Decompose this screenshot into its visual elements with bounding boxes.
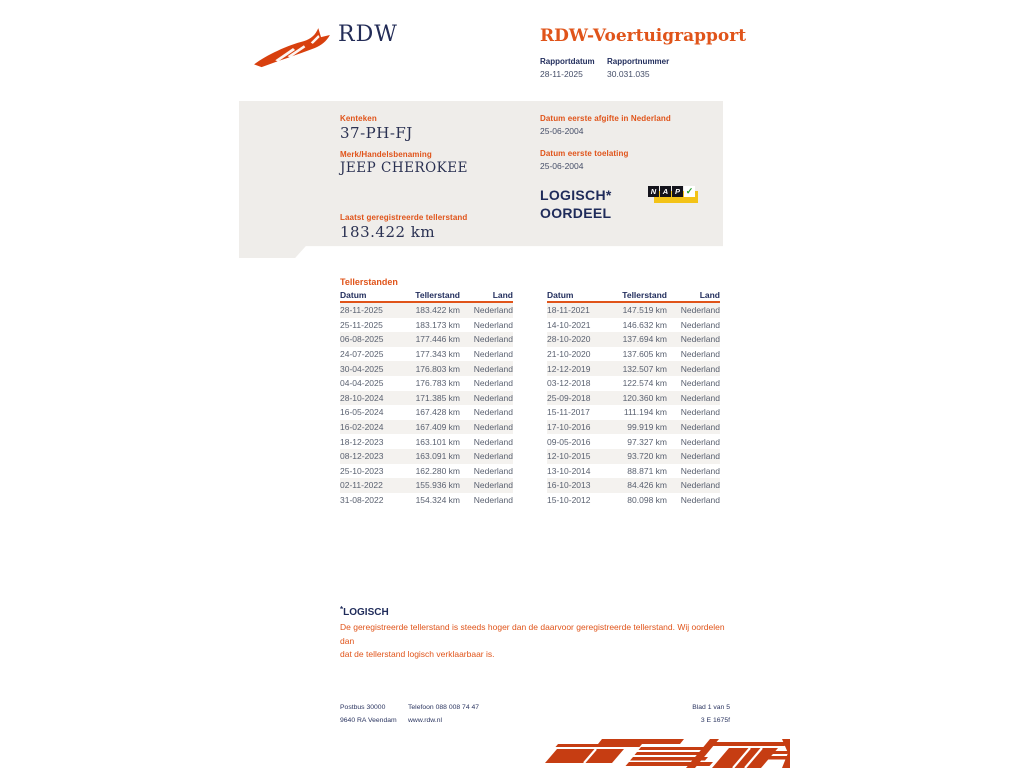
cell-datum: 18-11-2021 — [547, 305, 590, 316]
nap-certification-icon — [648, 185, 700, 208]
oordeel-text — [540, 186, 612, 222]
table-row — [547, 376, 720, 391]
col-header-datum: Datum — [547, 290, 574, 300]
table-row — [547, 434, 720, 449]
footer-page-info — [620, 701, 730, 727]
cell-tellerstand: 176.783 km — [415, 378, 460, 389]
table-row — [340, 391, 513, 406]
cell-tellerstand: 155.936 km — [415, 480, 460, 491]
cell-land: Nederland — [473, 319, 513, 330]
cell-land: Nederland — [680, 392, 720, 403]
cell-land: Nederland — [680, 378, 720, 389]
cell-land: Nederland — [680, 305, 720, 316]
table-row — [547, 405, 720, 420]
kenteken-label: Kenteken — [340, 114, 377, 123]
cell-land: Nederland — [473, 422, 513, 433]
merk-value: JEEP CHEROKEE — [340, 160, 468, 176]
table-row — [547, 420, 720, 435]
tellerstanden-table-right — [547, 290, 720, 507]
cell-land: Nederland — [473, 305, 513, 316]
cell-tellerstand: 93.720 km — [627, 451, 667, 462]
table-row — [547, 493, 720, 508]
cell-tellerstand: 154.324 km — [415, 495, 460, 506]
footnote-title — [340, 605, 389, 618]
report-date-block — [540, 57, 595, 79]
table-row — [340, 434, 513, 449]
table-row — [547, 361, 720, 376]
cell-datum: 02-11-2022 — [340, 480, 383, 491]
cell-tellerstand: 146.632 km — [622, 319, 667, 330]
table-row — [547, 391, 720, 406]
table-row — [340, 376, 513, 391]
cell-datum: 30-04-2025 — [340, 363, 384, 374]
nap-letter-p: P — [672, 186, 683, 197]
cell-tellerstand: 137.694 km — [622, 334, 667, 345]
footnote-line-2: dat de tellerstand logisch verklaarbaar is. — [340, 649, 495, 659]
table-row — [340, 420, 513, 435]
cell-tellerstand: 80.098 km — [627, 495, 667, 506]
cell-tellerstand: 167.428 km — [415, 407, 460, 418]
cell-tellerstand: 97.327 km — [627, 436, 667, 447]
table-row — [340, 303, 513, 318]
cell-land: Nederland — [680, 436, 720, 447]
table-row — [547, 303, 720, 318]
col-header-datum: Datum — [340, 290, 367, 300]
cell-datum: 16-10-2013 — [547, 480, 591, 491]
eerste-afgifte-label: Datum eerste afgifte in Nederland — [540, 114, 671, 123]
cell-land: Nederland — [473, 436, 513, 447]
cell-land: Nederland — [473, 465, 513, 476]
table-row — [547, 478, 720, 493]
cell-land: Nederland — [680, 407, 720, 418]
table-row — [547, 464, 720, 479]
cell-land: Nederland — [473, 451, 513, 462]
cell-datum: 21-10-2020 — [547, 349, 591, 360]
tellerstanden-title: Tellerstanden — [340, 277, 398, 287]
document-title: RDW-Voertuigrapport — [540, 26, 747, 46]
cell-land: Nederland — [473, 495, 513, 506]
cell-tellerstand: 147.519 km — [622, 305, 667, 316]
nap-letter-n: N — [648, 186, 659, 197]
cell-land: Nederland — [680, 465, 720, 476]
cell-datum: 17-10-2016 — [547, 422, 591, 433]
cell-tellerstand: 177.343 km — [415, 349, 460, 360]
col-header-tellerstand: Tellerstand — [415, 290, 460, 300]
cell-datum: 15-10-2012 — [547, 495, 591, 506]
table-row — [547, 318, 720, 333]
cell-datum: 12-10-2015 — [547, 451, 591, 462]
cell-tellerstand: 176.803 km — [415, 363, 460, 374]
cell-tellerstand: 183.173 km — [415, 319, 460, 330]
report-number-block — [607, 57, 669, 79]
cell-datum: 28-10-2024 — [340, 392, 384, 403]
cell-datum: 04-04-2025 — [340, 378, 384, 389]
cell-datum: 28-10-2020 — [547, 334, 591, 345]
cell-land: Nederland — [680, 334, 720, 345]
cell-datum: 09-05-2016 — [547, 436, 591, 447]
cell-tellerstand: 111.194 km — [623, 407, 667, 418]
table-row — [340, 332, 513, 347]
tellerstand-label: Laatst geregistreerde tellerstand — [340, 213, 468, 222]
oordeel-line2: OORDEEL — [540, 205, 612, 221]
cell-datum: 28-11-2025 — [340, 305, 383, 316]
cell-tellerstand: 88.871 km — [627, 465, 667, 476]
kenteken-value: 37-PH-FJ — [340, 124, 413, 142]
merk-label: Merk/Handelsbenaming — [340, 150, 432, 159]
cell-tellerstand: 137.605 km — [622, 349, 667, 360]
table-row — [547, 332, 720, 347]
table-row — [340, 493, 513, 508]
cell-land: Nederland — [680, 451, 720, 462]
rdw-wing-stripes-graphic — [538, 739, 790, 768]
rdw-eagle-logo-icon — [252, 26, 334, 70]
cell-datum: 16-02-2024 — [340, 422, 384, 433]
table-row — [340, 478, 513, 493]
nap-letter-a: A — [660, 186, 671, 197]
tellerstanden-table-left — [340, 290, 513, 507]
cell-datum: 24-07-2025 — [340, 349, 384, 360]
footer-page-indicator: Blad 1 van 5 — [692, 704, 730, 711]
cell-datum: 13-10-2014 — [547, 465, 591, 476]
footer-website: www.rdw.nl — [408, 717, 442, 724]
cell-tellerstand: 163.091 km — [415, 451, 460, 462]
cell-datum: 12-12-2019 — [547, 363, 591, 374]
cell-datum: 14-10-2021 — [547, 319, 591, 330]
col-header-tellerstand: Tellerstand — [622, 290, 667, 300]
cell-tellerstand: 183.422 km — [415, 305, 460, 316]
cell-datum: 16-05-2024 — [340, 407, 384, 418]
cell-land: Nederland — [680, 363, 720, 374]
cell-land: Nederland — [680, 495, 720, 506]
cell-land: Nederland — [680, 319, 720, 330]
cell-tellerstand: 167.409 km — [415, 422, 460, 433]
eerste-toelating-value: 25-06-2004 — [540, 161, 584, 171]
table-row — [340, 464, 513, 479]
col-header-land: Land — [492, 290, 513, 300]
cell-datum: 25-10-2023 — [340, 465, 384, 476]
eerste-afgifte-value: 25-06-2004 — [540, 126, 584, 136]
footnote-line-1: De geregistreerde tellerstand is steeds hoger dan de daarvoor geregistreerde tellerstand. Wij oordelen dan — [340, 622, 725, 646]
table-row — [340, 318, 513, 333]
table-row — [340, 405, 513, 420]
footer-postbus: Postbus 30000 — [340, 704, 386, 711]
report-number-value: 30.031.035 — [607, 69, 650, 79]
footer-city: 9640 RA Veendam — [340, 717, 397, 724]
footnote-body — [340, 621, 740, 662]
table-header-row — [340, 290, 513, 303]
table-row — [340, 449, 513, 464]
col-header-land: Land — [699, 290, 720, 300]
cell-datum: 06-08-2025 — [340, 334, 384, 345]
cell-land: Nederland — [473, 349, 513, 360]
footnote-asterisk: * — [340, 605, 344, 614]
cell-tellerstand: 122.574 km — [622, 378, 667, 389]
report-number-label: Rapportnummer — [607, 57, 670, 66]
cell-land: Nederland — [680, 480, 720, 491]
cell-datum: 18-12-2023 — [340, 436, 384, 447]
cell-tellerstand: 162.280 km — [415, 465, 460, 476]
cell-datum: 08-12-2023 — [340, 451, 384, 462]
oordeel-line1: LOGISCH* — [540, 187, 612, 203]
footer-form-number: 3 E 1675f — [700, 717, 730, 724]
footer-contact — [408, 701, 479, 727]
cell-land: Nederland — [473, 378, 513, 389]
cell-datum: 15-11-2017 — [547, 407, 590, 418]
cell-land: Nederland — [473, 407, 513, 418]
nap-check-icon: ✓ — [685, 186, 694, 196]
cell-datum: 03-12-2018 — [547, 378, 591, 389]
cell-tellerstand: 84.426 km — [627, 480, 667, 491]
cell-tellerstand: 177.446 km — [415, 334, 460, 345]
table-row — [547, 449, 720, 464]
table-row — [547, 347, 720, 362]
cell-tellerstand: 99.919 km — [627, 422, 667, 433]
report-date-value: 28-11-2025 — [540, 69, 583, 79]
cell-datum: 25-11-2025 — [340, 319, 383, 330]
cell-land: Nederland — [473, 392, 513, 403]
footnote-title-text: LOGISCH — [343, 607, 389, 618]
cell-tellerstand: 171.385 km — [415, 392, 460, 403]
vehicle-summary-box — [239, 101, 723, 258]
cell-tellerstand: 132.507 km — [622, 363, 667, 374]
cell-land: Nederland — [473, 363, 513, 374]
cell-land: Nederland — [473, 480, 513, 491]
footer-phone: Telefoon 088 008 74 47 — [408, 704, 480, 711]
cell-tellerstand: 120.360 km — [622, 392, 667, 403]
cell-datum: 31-08-2022 — [340, 495, 384, 506]
cell-datum: 25-09-2018 — [547, 392, 591, 403]
cell-land: Nederland — [680, 422, 720, 433]
footer-address — [340, 701, 397, 727]
report-date-label: Rapportdatum — [540, 57, 595, 66]
cell-land: Nederland — [680, 349, 720, 360]
cell-tellerstand: 163.101 km — [415, 436, 460, 447]
rdw-logo-text: RDW — [338, 22, 398, 47]
tellerstand-value: 183.422 km — [340, 223, 436, 241]
cell-land: Nederland — [473, 334, 513, 345]
eerste-toelating-label: Datum eerste toelating — [540, 149, 629, 158]
table-row — [340, 347, 513, 362]
table-header-row — [547, 290, 720, 303]
table-row — [340, 361, 513, 376]
